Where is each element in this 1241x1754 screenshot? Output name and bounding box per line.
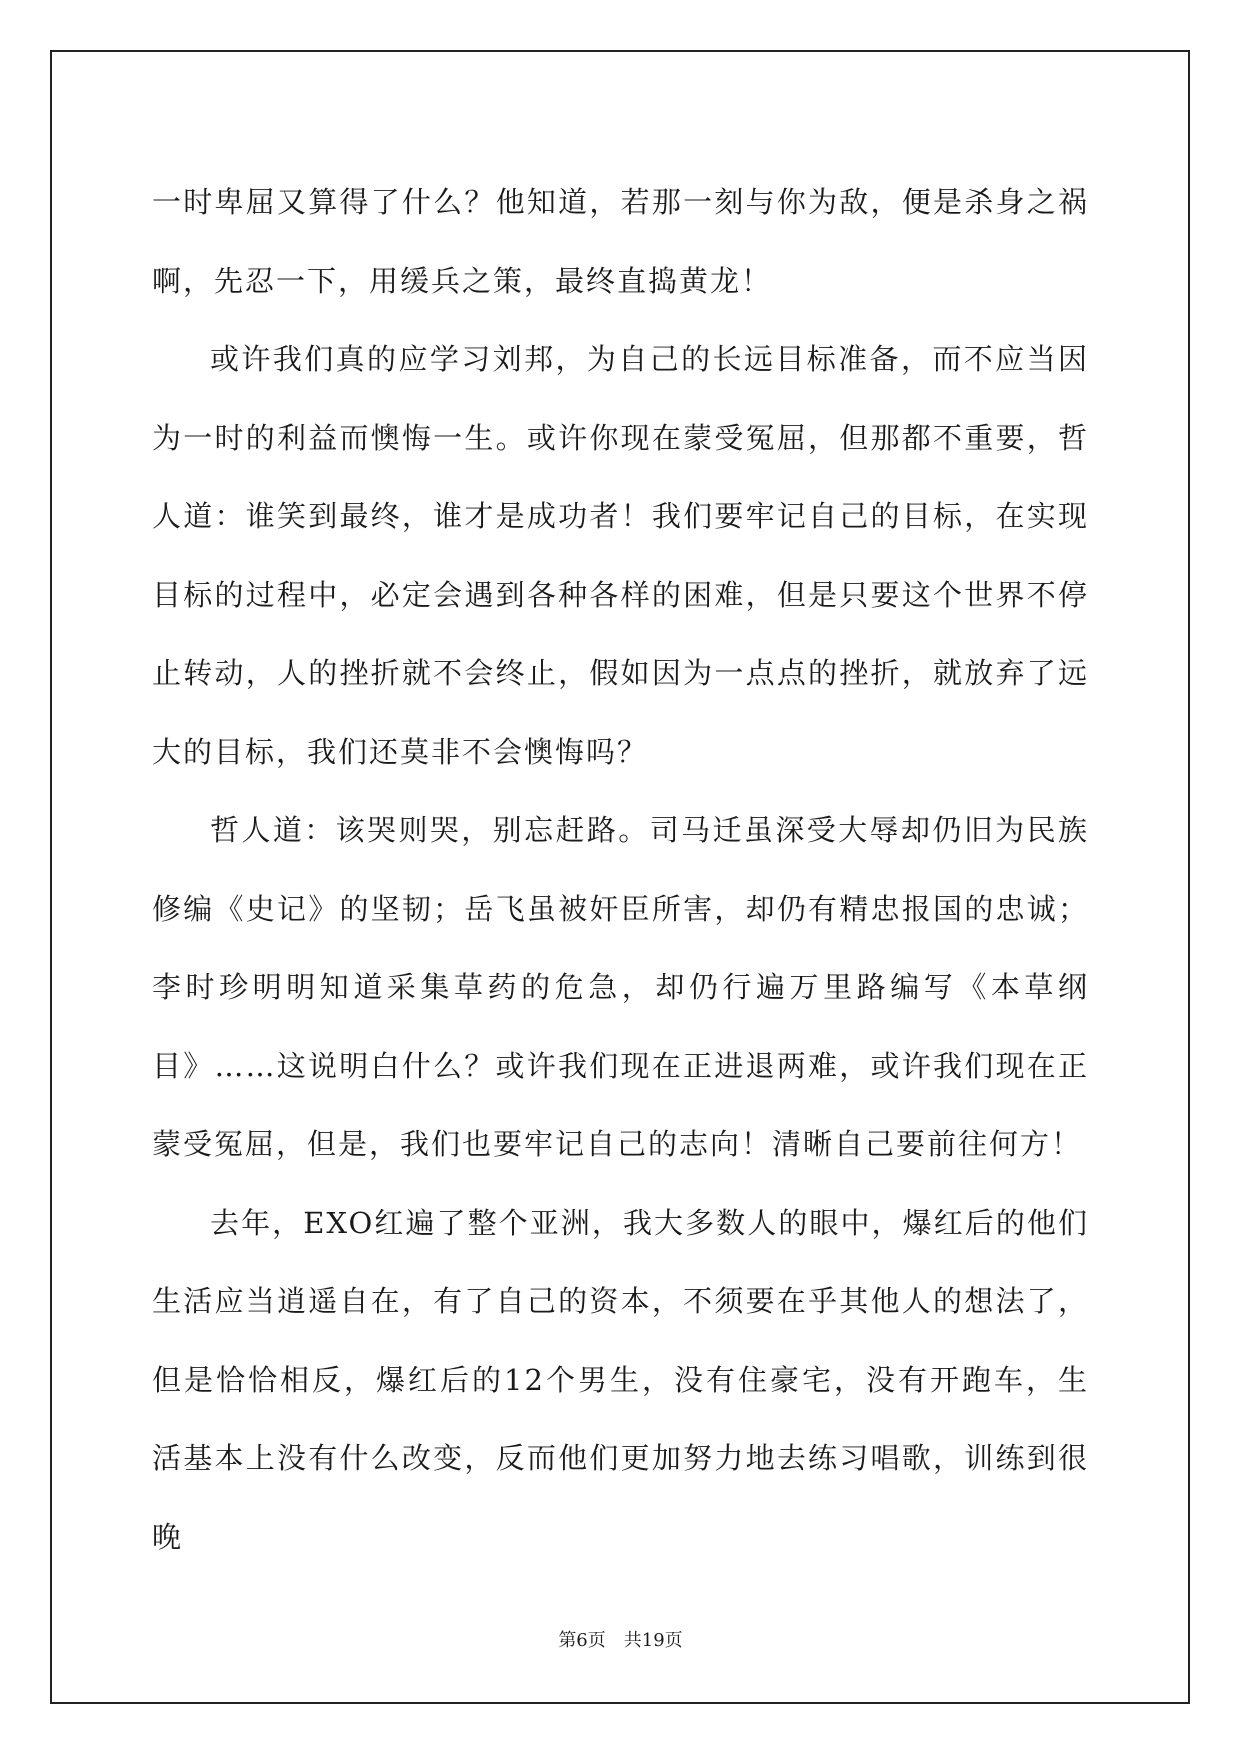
document-body bbox=[152, 163, 1089, 1576]
paragraph-continuation: 一时卑屈又算得了什么？他知道，若那一刻与你为敌，便是杀身之祸啊，先忍一下，用缓兵之策，最终直捣黄龙！ bbox=[152, 185, 1089, 298]
paragraph: 去年，EXO红遍了整个亚洲，我大多数人的眼中，爆红后的他们生活应当逍遥自在，有了自己的资本，不须要在乎其他人的想法了，但是恰恰相反，爆红后的12个男生，没有住豪宅，没有开跑车，生活基本上没有什么改变，反而他们更加努力地去练习唱歌，训练到很晚 bbox=[152, 1205, 1089, 1554]
page-total: 共19页 bbox=[623, 1630, 683, 1651]
page-footer bbox=[0, 1626, 1241, 1652]
paragraph: 或许我们真的应学习刘邦，为自己的长远目标准备，而不应当因为一时的利益而懊悔一生。或许你现在蒙受冤屈，但那都不重要，哲人道：谁笑到最终，谁才是成功者！我们要牢记自己的目标，在实现目标的过程中，必定会遇到各种各样的困难，但是只要这个世界不停止转动，人的挫折就不会终止，假如因为一点点的挫折，就放弃了远大的目标，我们还莫非不会懊悔吗？ bbox=[152, 342, 1089, 769]
paragraph: 哲人道：该哭则哭，别忘赶路。司马迁虽深受大辱却仍旧为民族修编《史记》的坚韧；岳飞虽被奸臣所害，却仍有精忠报国的忠诚；李时珍明明知道采集草药的危急，却仍行遍万里路编写《本草纲目》……这说明白什么？或许我们现在正进退两难，或许我们现在正蒙受冤屈，但是，我们也要牢记自己的志向！清晰自己要前往何方！ bbox=[152, 813, 1089, 1161]
page-number: 第6页 bbox=[558, 1630, 606, 1651]
